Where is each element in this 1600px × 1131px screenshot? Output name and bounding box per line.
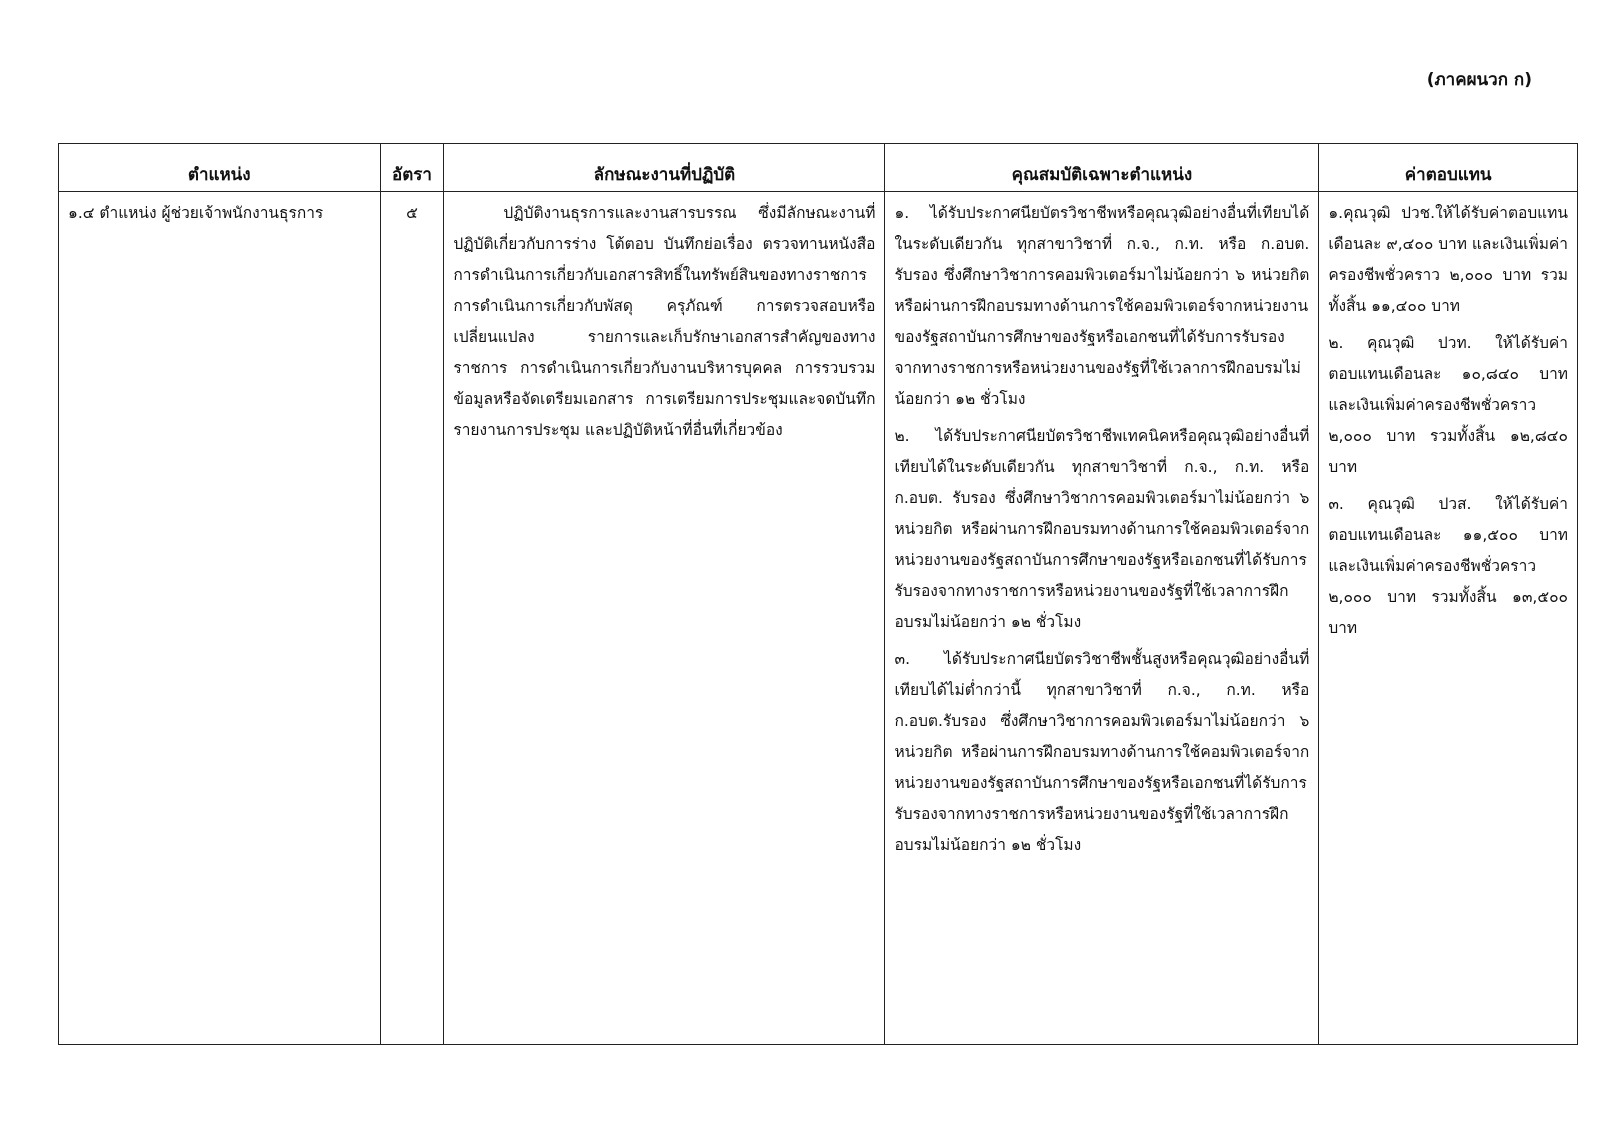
cell-rate: ๕ [380, 192, 444, 1045]
header-qualifications: คุณสมบัติเฉพาะตำแหน่ง [885, 144, 1319, 192]
header-position: ตำแหน่ง [59, 144, 381, 192]
cell-compensation [1319, 192, 1578, 1045]
compensation-item-1: ๑.คุณวุฒิ ปวช.ให้ได้รับค่าตอบแทนเดือนละ ๙,๔๐๐ บาท และเงินเพิ่มค่าครองชีพชั่วคราว ๒,๐๐๐ บาท รวมทั้งสิ้น ๑๑,๔๐๐ บาท [1328, 204, 1568, 315]
cell-position: ๑.๔ ตำแหน่ง ผู้ช่วยเจ้าพนักงานธุรการ [59, 192, 381, 1045]
qualification-item-2: ๒. ได้รับประกาศนียบัตรวิชาชีพเทคนิคหรือคุณวุฒิอย่างอื่นที่เทียบได้ในระดับเดียวกัน ทุกสาขาวิชาที่ ก.จ., ก.ท. หรือ ก.อบต. รับรอง ซึ่งศึกษาวิชาการคอมพิวเตอร์มาไม่น้อยกว่า ๖ หน่วยกิต หรือผ่านการฝึกอบรมทางด้านการใช้คอมพิวเตอร์จากหน่วยงานของรัฐสถาบันการศึกษาของรัฐหรือเอกชนที่ได้รับการรับรองจากทางราชการหรือหน่วยงานของรัฐที่ใช้เวลาการฝึกอบรมไม่น้อยกว่า ๑๒ ชั่วโมง [894, 427, 1310, 631]
compensation-item-2: ๒. คุณวุฒิ ปวท. ให้ได้รับค่าตอบแทนเดือนละ ๑๐,๘๔๐ บาท และเงินเพิ่มค่าครองชีพชั่วคราว ๒,๐๐๐ บาท รวมทั้งสิ้น ๑๒,๘๔๐ บาท [1328, 334, 1568, 476]
table-header-row [59, 144, 1578, 192]
header-duties: ลักษณะงานที่ปฏิบัติ [444, 144, 885, 192]
duties-text: ปฏิบัติงานธุรการและงานสารบรรณ ซึ่งมีลักษณะงานที่ปฏิบัติเกี่ยวกับการร่าง โต้ตอบ บันทึกย่อเรื่อง ตรวจทานหนังสือ การดำเนินการเกี่ยวกับเอกสารสิทธิ์ในทรัพย์สินของทางราชการ การดำเนินการเกี่ยวกับพัสดุ ครุภัณฑ์ การตรวจสอบหรือเปลี่ยนแปลง รายการและเก็บรักษาเอกสารสำคัญของทางราชการ การดำเนินการเกี่ยวกับงานบริหารบุคคล การรวบรวมข้อมูลหรือจัดเตรียมเอกสาร การเตรียมการประชุมและจดบันทึกรายงานการประชุม และปฏิบัติหน้าที่อื่นที่เกี่ยวข้อง [453, 204, 876, 439]
table-row [59, 192, 1578, 1045]
qualification-item-1: ๑. ได้รับประกาศนียบัตรวิชาชีพหรือคุณวุฒิอย่างอื่นที่เทียบได้ในระดับเดียวกัน ทุกสาขาวิชาที่ ก.จ., ก.ท. หรือ ก.อบต. รับรอง ซึ่งศึกษาวิชาการคอมพิวเตอร์มาไม่น้อยกว่า ๖ หน่วยกิต หรือผ่านการฝึกอบรมทางด้านการใช้คอมพิวเตอร์จากหน่วยงานของรัฐสถาบันการศึกษาของรัฐหรือเอกชนที่ได้รับการรับรองจากทางราชการหรือหน่วยงานของรัฐที่ใช้เวลาการฝึกอบรมไม่น้อยกว่า ๑๒ ชั่วโมง [894, 204, 1310, 408]
table-header [59, 144, 1578, 192]
compensation-item-3: ๓. คุณวุฒิ ปวส. ให้ได้รับค่าตอบแทนเดือนละ ๑๑,๕๐๐ บาท และเงินเพิ่มค่าครองชีพชั่วคราว ๒,๐๐๐ บาท รวมทั้งสิ้น ๑๓,๕๐๐ บาท [1328, 495, 1568, 637]
header-compensation: ค่าตอบแทน [1319, 144, 1578, 192]
header-rate: อัตรา [380, 144, 444, 192]
cell-qualifications [885, 192, 1319, 1045]
appendix-label: (ภาคผนวก ก) [1426, 70, 1532, 90]
position-table [58, 143, 1578, 1045]
cell-duties [444, 192, 885, 1045]
qualification-item-3: ๓. ได้รับประกาศนียบัตรวิชาชีพชั้นสูงหรือคุณวุฒิอย่างอื่นที่เทียบได้ไม่ต่ำกว่านี้ ทุกสาขาวิชาที่ ก.จ., ก.ท. หรือ ก.อบต.รับรอง ซึ่งศึกษาวิชาการคอมพิวเตอร์มาไม่น้อยกว่า ๖ หน่วยกิต หรือผ่านการฝึกอบรมทางด้านการใช้คอมพิวเตอร์จากหน่วยงานของรัฐสถาบันการศึกษาของรัฐหรือเอกชนที่ได้รับการรับรองจากทางราชการหรือหน่วยงานของรัฐที่ใช้เวลาการฝึกอบรมไม่น้อยกว่า ๑๒ ชั่วโมง [894, 650, 1310, 854]
